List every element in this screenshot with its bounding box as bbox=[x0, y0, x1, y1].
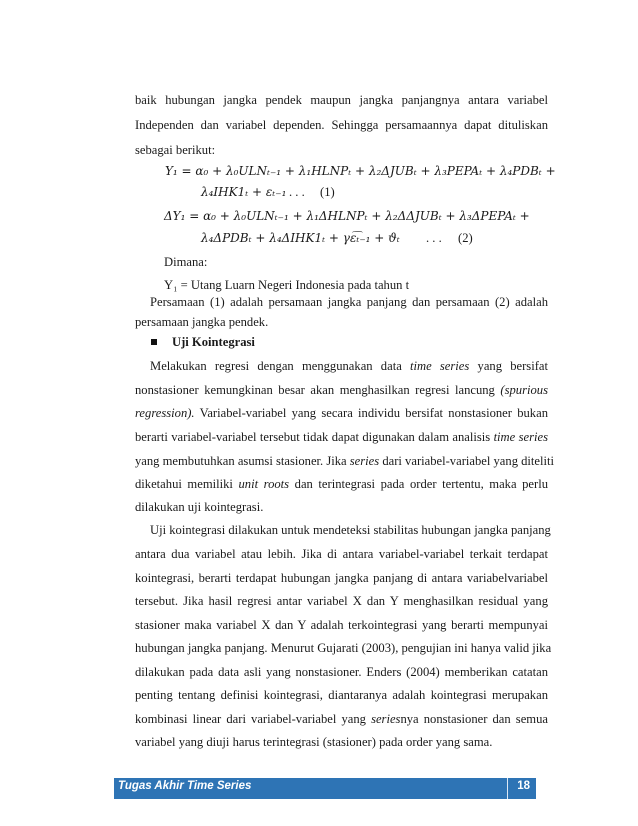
para1-line-7: dilakukan uji kointegrasi. bbox=[135, 500, 264, 514]
para2-line-6: hubungan jangka panjang. Menurut Gujarati (2003), pengujian ini hanya valid jika bbox=[135, 641, 552, 655]
para1-line-5: yang membutuhkan asumsi stasioner. Jika series dari variabel-variabel yang diteliti bbox=[135, 454, 555, 468]
para2-line-5: stasioner maka variabel X dan Y adalah terkointegrasi yang berarti mempunyai bbox=[135, 618, 548, 632]
intro-line-3: sebagai berikut: bbox=[135, 143, 216, 157]
equation-2-dots: . . . bbox=[426, 231, 442, 245]
para1-line-2: nonstasioner kemungkinan besar akan menghasilkan regresi lancung (spurious bbox=[135, 383, 548, 397]
para1-line-3: regression). Variabel-variabel yang secara individu bersifat nonstasioner bukan bbox=[135, 406, 548, 420]
intro-line-1: baik hubungan jangka pendek maupun jangka panjangnya antara variabel bbox=[135, 93, 548, 107]
page-number: 18 bbox=[517, 780, 530, 792]
persamaan-line-1: Persamaan (1) adalah persamaan jangka panjang dan persamaan (2) adalah bbox=[150, 295, 548, 309]
para2-line-4: tersebut. Jika hasil regresi antar variabel X dan Y menghasilkan residual yang bbox=[135, 594, 548, 608]
para2-line-7: dilakukan pada data asli yang nonstasioner. Enders (2004) memberikan catatan bbox=[135, 665, 548, 679]
equation-2-number: (2) bbox=[458, 231, 473, 245]
para2-line-9: kombinasi linear dari variabel-variabel yang seriesnya nonstasioner dan semua bbox=[135, 712, 548, 726]
equation-1-number: (1) bbox=[320, 185, 335, 199]
para1-line-4: berarti variabel-variabel tersebut tidak dapat digunakan dalam analisis time series bbox=[135, 430, 549, 444]
persamaan-line-2: persamaan jangka pendek. bbox=[135, 315, 269, 329]
y1-definition: Y₁ = Utang Luarn Negeri Indonesia pada tahun t bbox=[164, 278, 410, 292]
para1-line-6: diketahui memiliki unit roots dan terintegrasi pada order tertentu, maka perlu bbox=[135, 477, 548, 491]
dimana-label: Dimana: bbox=[164, 255, 208, 269]
footer-divider bbox=[507, 778, 508, 799]
footer-bar bbox=[114, 778, 536, 799]
equation-1-line-1: Y₁ = α₀ + λ₀ULNₜ₋₁ + λ₁HLNPₜ + λ₂ΔJUBₜ + λ₃PEPAₜ + λ₄PDBₜ + bbox=[165, 164, 556, 178]
intro-line-2: Independen dan variabel dependen. Sehingga persamaannya dapat dituliskan bbox=[135, 118, 548, 132]
para2-line-10: variabel yang diuji harus terintegrasi (stasioner) pada order yang sama. bbox=[135, 735, 493, 749]
equation-2-line-1: ΔY₁ = α₀ + λ₀ULNₜ₋₁ + λ₁ΔHLNPₜ + λ₂ΔΔJUBₜ + λ₃ΔPEPAₜ + bbox=[164, 209, 530, 223]
para1-line-1: Melakukan regresi dengan menggunakan data time series yang bersifat bbox=[150, 359, 548, 373]
para2-line-8: penting tentang definisi kointegrasi, diantaranya adalah kointegrasi merupakan bbox=[135, 688, 548, 702]
equation-2-line-2: λ₄ΔPDBₜ + λ₄ΔIHK1ₜ + γε͡ₜ₋₁ + ϑₜ bbox=[201, 231, 400, 245]
equation-1-dots: . . . bbox=[289, 185, 305, 199]
equation-1-line-2: λ₄IHK1ₜ + εₜ₋₁ bbox=[201, 185, 287, 199]
para2-line-2: antara dua variabel atau lebih. Jika di antara variabel-variabel terkait terdapat bbox=[135, 547, 548, 561]
bullet-icon bbox=[151, 339, 157, 345]
section-title: Uji Kointegrasi bbox=[172, 335, 255, 349]
para2-line-3: kointegrasi, berarti terdapat hubungan jangka panjang di antara variabelvariabel bbox=[135, 571, 548, 585]
footer-title: Tugas Akhir Time Series bbox=[118, 780, 252, 792]
para2-line-1: Uji kointegrasi dilakukan untuk mendeteksi stabilitas hubungan jangka panjang bbox=[150, 523, 551, 537]
